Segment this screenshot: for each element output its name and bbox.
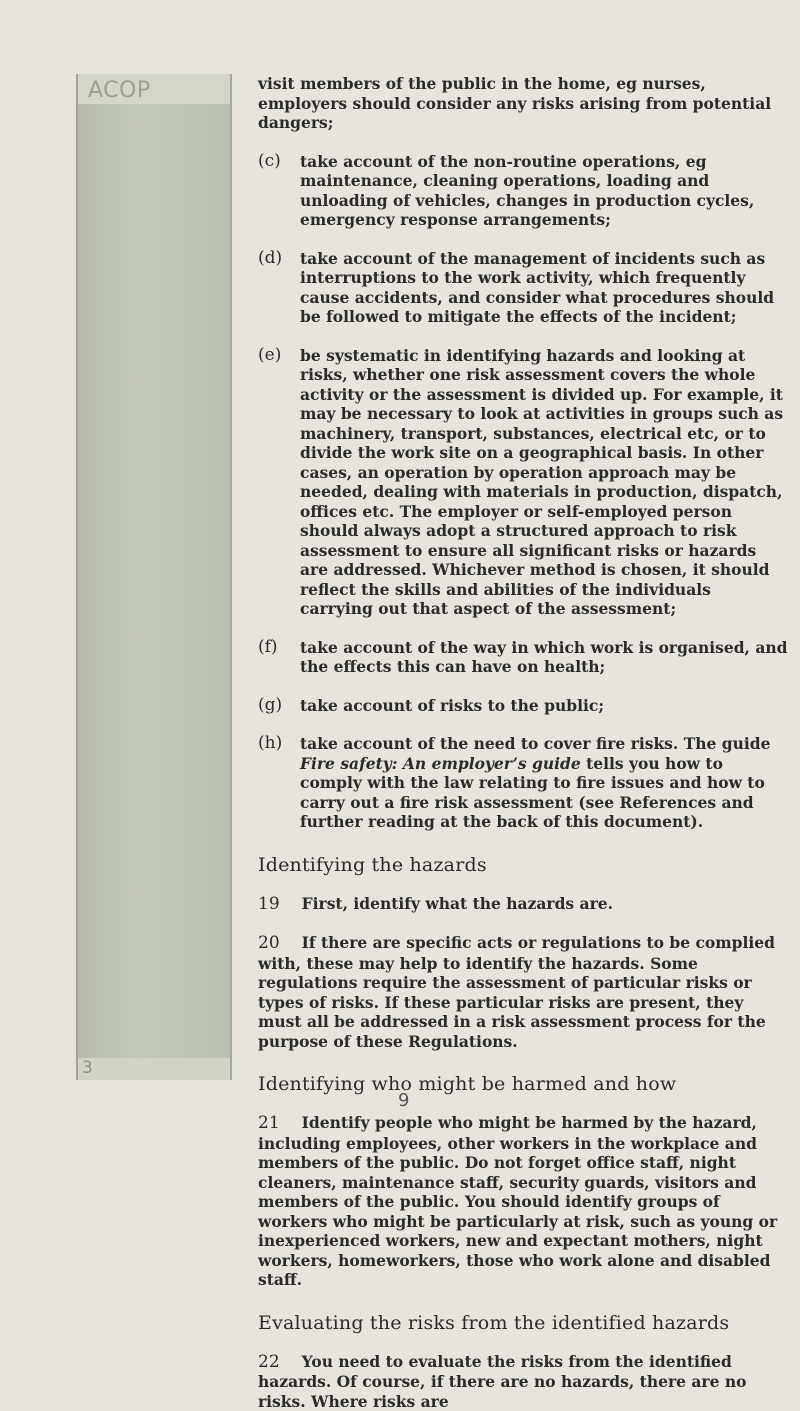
list-item-text: take account of the non-routine operations, eg maintenance, cleaning operations, loading and unloading of vehicles, changes in production cycles, emergency response arrangements; (300, 152, 788, 230)
page-content (258, 74, 788, 1411)
sidebar-label: ACOP (88, 78, 151, 103)
list-item-e (258, 346, 788, 619)
list-item-label: (f) (258, 638, 278, 658)
list-item-label: (e) (258, 346, 281, 366)
list-item-label: (h) (258, 734, 282, 754)
paragraph-21 (258, 1113, 788, 1290)
list-item-d (258, 249, 788, 327)
list-item-text-end: tells you how to comply with the law relating to fire issues and how to carry out a fire risk assessment (see References and further reading at the back of this document). (300, 754, 765, 832)
paragraph-22 (258, 1352, 788, 1411)
guide-title: Fire safety: An employer’s guide (300, 754, 581, 773)
paragraph-text: First, identify what the hazards are. (302, 894, 613, 913)
sidebar-footer-band (78, 1058, 230, 1080)
section-heading: Identifying who might be harmed and how (258, 1073, 788, 1095)
list-item-label: (g) (258, 696, 282, 716)
paragraph-number: 20 (258, 933, 280, 953)
paragraph-19 (258, 894, 788, 915)
paragraph-text: You need to evaluate the risks from the identified hazards. Of course, if there are no hazards, there are no risks. Where risks are (258, 1352, 746, 1411)
section-heading: Identifying the hazards (258, 854, 788, 876)
list-item-g (258, 696, 788, 716)
section-heading: Evaluating the risks from the identified hazards (258, 1312, 788, 1334)
intro-paragraph: visit members of the public in the home, eg nurses, employers should consider any risks arising from potential dangers; (258, 74, 788, 133)
list-item-text: take account of risks to the public; (300, 696, 788, 716)
list-item-h (258, 734, 788, 832)
list-item-text: be systematic in identifying hazards and looking at risks, whether one risk assessment covers the whole activity or the assessment is divided up. For example, it may be necessary to look at activities in groups such as machinery, transport, substances, electrical etc, or to divide the work site on a geographical basis. In other cases, an operation by operation approach may be needed, dealing with materials in production, dispatch, offices etc. The employer or self-employed person should always adopt a structured approach to risk assessment to ensure all significant risks or hazards are addressed. Whichever method is chosen, it should reflect the skills and abilities of the individuals carrying out that aspect of the assessment; (300, 346, 788, 619)
paragraph-20 (258, 933, 788, 1051)
sidebar-header-band (78, 74, 230, 104)
list-item-text: take account of the way in which work is organised, and the effects this can have on health; (300, 638, 788, 677)
list-item-c (258, 152, 788, 230)
list-item-text: take account of the management of incidents such as interruptions to the work activity, which frequently cause accidents, and consider what procedures should be followed to mitigate the effects of the incident; (300, 249, 788, 327)
list-item-label: (d) (258, 249, 282, 269)
list-item-text (300, 734, 788, 832)
paragraph-number: 21 (258, 1113, 280, 1133)
list-item-f (258, 638, 788, 677)
margin-sidebar (76, 74, 232, 1080)
paragraph-number: 22 (258, 1352, 280, 1372)
paragraph-text: If there are specific acts or regulations to be complied with, these may help to identify the hazards. Some regulations require the assessment of particular risks or types of risks. If these particular risks are present, they must all be addressed in a risk assessment process for the purpose of these Regulations. (258, 933, 775, 1051)
page-number: 9 (398, 1090, 409, 1111)
paragraph-number: 19 (258, 894, 280, 914)
list-item-label: (c) (258, 152, 281, 172)
paragraph-text: Identify people who might be harmed by the hazard, including employees, other workers in the workplace and members of the public. Do not forget office staff, night cleaners, maintenance staff, security guards, visitors and members of the public. You should identify groups of workers who might be particularly at risk, such as young or inexperienced workers, new and expectant mothers, night workers, homeworkers, those who work alone and disabled staff. (258, 1113, 777, 1289)
sidebar-number: 3 (82, 1058, 93, 1078)
list-item-text-start: take account of the need to cover fire risks. The guide (300, 734, 770, 753)
